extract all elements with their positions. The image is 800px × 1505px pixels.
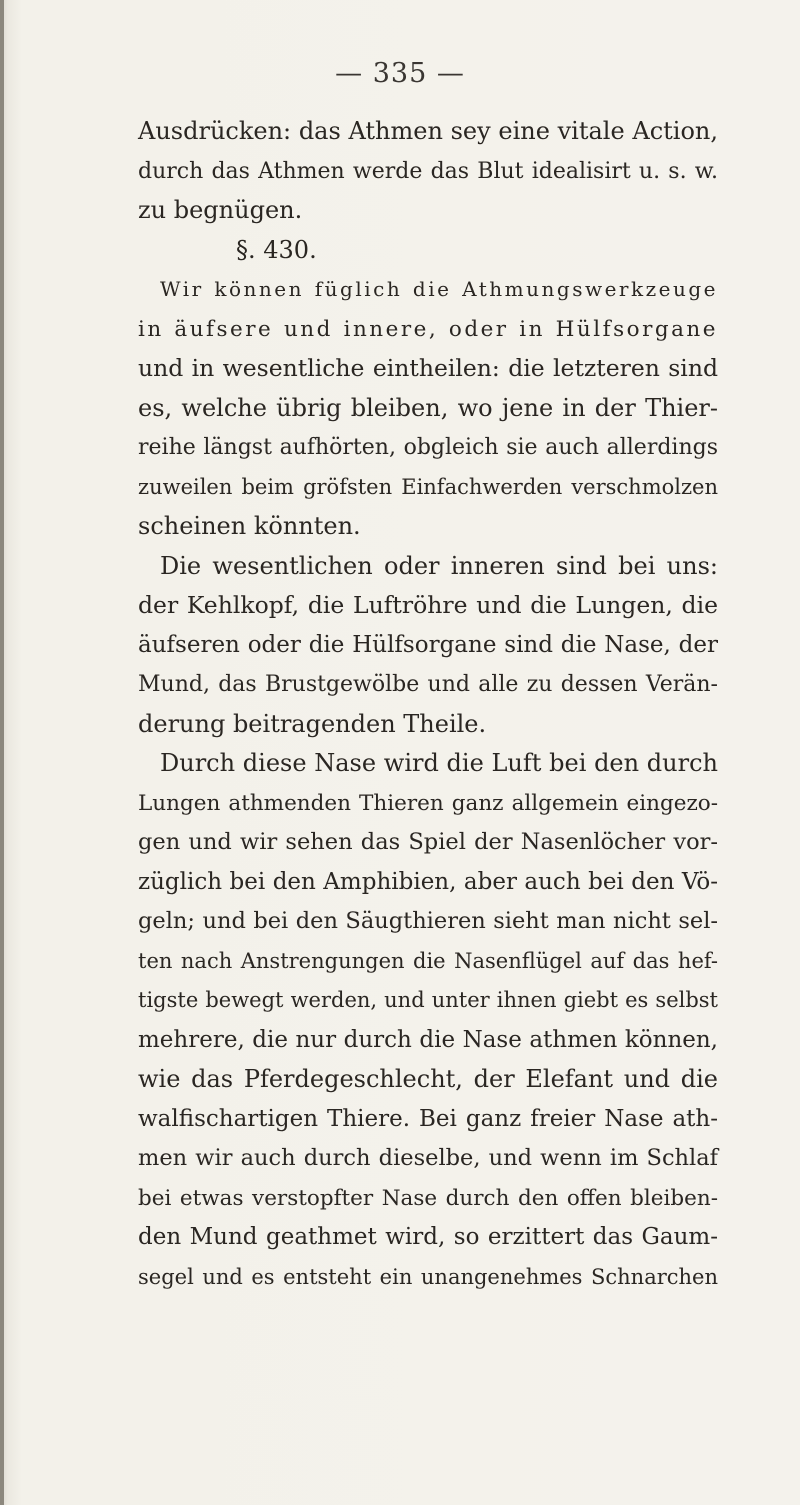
text-line: geln; und bei den Säugthieren sieht man nicht sel- (138, 908, 718, 934)
text-line: scheinen könnten. (138, 512, 361, 540)
text-line: in äufsere und innere, oder in Hülfsorgane (138, 316, 718, 342)
text-line: Mund, das Brustgewölbe und alle zu dessen Verän- (138, 672, 718, 697)
page-spine-edge (0, 0, 4, 1505)
text-line: den Mund geathmet wird, so erzittert das Gaum- (138, 1224, 718, 1250)
text-line: zuweilen beim gröfsten Einfachwerden verschmolzen (138, 474, 718, 499)
text-line: Die wesentlichen oder inneren sind bei uns: (160, 551, 718, 580)
section-heading: §. 430. (236, 235, 317, 264)
text-line: durch das Athmen werde das Blut idealisirt u. s. w. (138, 158, 718, 184)
text-line: Ausdrücken: das Athmen sey eine vitale Action, (138, 117, 718, 145)
text-line: und in wesentliche eintheilen: die letzteren sind (138, 354, 718, 382)
body-text (138, 112, 718, 1297)
text-line: reihe längst aufhörten, obgleich sie auch allerdings (138, 435, 718, 460)
text-line: züglich bei den Amphibien, aber auch bei den Vö- (138, 868, 718, 895)
text-line: wie das Pferdegeschlecht, der Elefant und die (138, 1065, 718, 1093)
text-line: ten nach Anstrengungen die Nasenflügel auf das hef- (138, 948, 718, 973)
page-number: — 335 — (335, 58, 465, 89)
text-line: walfischartigen Thiere. Bei ganz freier Nase ath- (138, 1105, 718, 1132)
text-line: Wir können füglich die Athmungswerkzeuge (160, 277, 718, 301)
text-line: es, welche übrig bleiben, wo jene in der Thier- (138, 393, 718, 422)
text-line: gen und wir sehen das Spiel der Nasenlöcher vor- (138, 829, 718, 855)
text-line: men wir auch durch dieselbe, und wenn im Schlaf (138, 1145, 718, 1171)
text-line: äufseren oder die Hülfsorgane sind die Nase, der (138, 631, 718, 658)
text-line: Lungen athmenden Thieren ganz allgemein eingezo- (138, 790, 718, 816)
text-line: bei etwas verstopfter Nase durch den offen bleiben- (138, 1185, 718, 1211)
text-line: der Kehlkopf, die Luftröhre und die Lungen, die (138, 591, 718, 619)
text-line: zu begnügen. (138, 196, 303, 224)
text-line: mehrere, die nur durch die Nase athmen können, (138, 1026, 718, 1053)
text-line: Durch diese Nase wird die Luft bei den durch (160, 749, 718, 777)
text-line: segel und es entsteht ein unangenehmes Schnarchen (138, 1264, 718, 1289)
text-line: tigste bewegt werden, und unter ihnen giebt es selbst (138, 988, 718, 1012)
text-line: derung beitragenden Theile. (138, 709, 487, 738)
